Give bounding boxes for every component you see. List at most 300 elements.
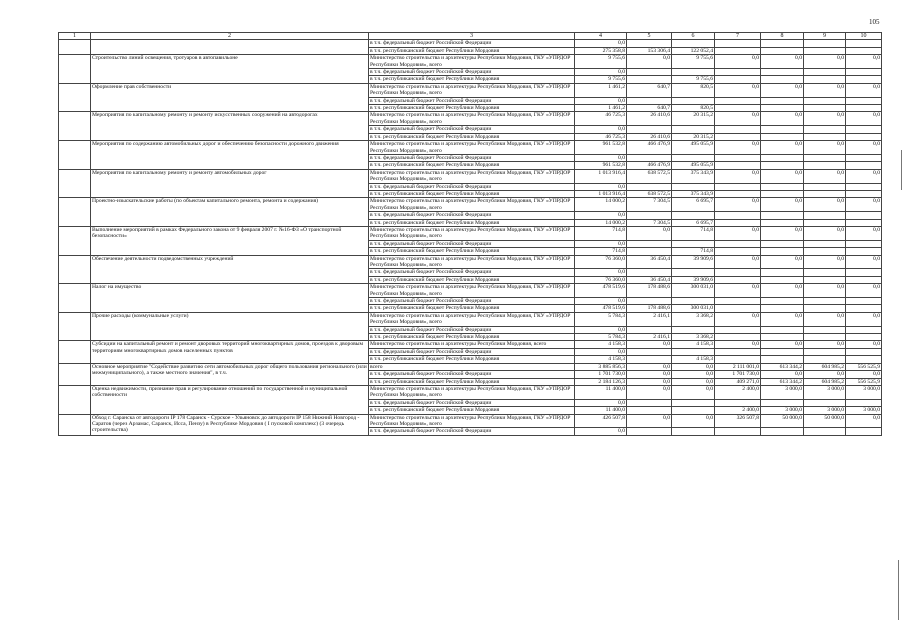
funding-source-cell: в т.ч. федеральный бюджет Российской Федерации (369, 126, 575, 133)
amount-cell (761, 356, 804, 363)
amount-cell (761, 76, 804, 83)
amount-cell: 0,0 (761, 284, 804, 298)
amount-cell (804, 298, 846, 305)
amount-cell (761, 154, 804, 161)
column-number: 5 (627, 33, 672, 40)
amount-cell (715, 40, 761, 47)
amount-cell (846, 126, 882, 133)
amount-cell (672, 348, 715, 355)
amount-cell: 0,0 (846, 112, 882, 126)
amount-cell: 39 909,6 (672, 276, 715, 283)
amount-cell: 495 055,9 (672, 141, 715, 155)
amount-cell (627, 183, 672, 190)
row-number-cell (59, 169, 91, 198)
amount-cell: 0,0 (804, 198, 846, 212)
amount-cell: 7 304,5 (627, 198, 672, 212)
amount-cell: 20 315,2 (672, 133, 715, 140)
amount-cell (846, 162, 882, 169)
activity-name-cell (91, 40, 369, 55)
amount-cell (846, 298, 882, 305)
amount-cell (804, 76, 846, 83)
amount-cell: 11 400,0 (575, 385, 627, 399)
amount-cell (804, 190, 846, 197)
amount-cell (846, 183, 882, 190)
amount-cell (804, 40, 846, 47)
amount-cell: 76 360,0 (575, 276, 627, 283)
amount-cell (715, 399, 761, 406)
funding-source-cell: в т.ч. федеральный бюджет Российской Федерации (369, 348, 575, 355)
amount-cell: 0,0 (715, 83, 761, 97)
amount-cell: 640,7 (627, 105, 672, 112)
amount-cell (761, 212, 804, 219)
amount-cell: 3 000,0 (804, 407, 846, 414)
amount-cell (715, 190, 761, 197)
amount-cell: 0,0 (804, 226, 846, 240)
amount-cell (761, 105, 804, 112)
funding-source-cell: Министерство строительства и архитектуры Республики Мордовия, ГКУ «УПРДОР Республики Мордовия», всего (369, 198, 575, 212)
activity-name-cell: Оформление прав собственности (91, 83, 369, 112)
amount-cell (804, 276, 846, 283)
amount-cell (804, 97, 846, 104)
amount-cell: 0,0 (672, 414, 715, 428)
column-number: 1 (59, 33, 91, 40)
funding-source-cell: в т.ч. федеральный бюджет Российской Федерации (369, 326, 575, 333)
amount-cell: 0,0 (715, 55, 761, 69)
funding-source-cell: в т.ч. федеральный бюджет Российской Федерации (369, 69, 575, 76)
column-number: 2 (91, 33, 369, 40)
funding-source-cell: в т.ч. республиканский бюджет Республики Мордовия (369, 219, 575, 226)
amount-cell (672, 212, 715, 219)
amount-cell (627, 298, 672, 305)
amount-cell (846, 97, 882, 104)
table-row (59, 414, 882, 428)
amount-cell: 0,0 (804, 371, 846, 378)
amount-cell: 1 013 916,4 (575, 190, 627, 197)
amount-cell (672, 97, 715, 104)
table-row (59, 83, 882, 97)
amount-cell (627, 212, 672, 219)
amount-cell: 9 755,6 (575, 76, 627, 83)
amount-cell: 4 158,3 (575, 341, 627, 348)
amount-cell: 4 158,3 (575, 356, 627, 363)
amount-cell: 0,0 (846, 141, 882, 155)
amount-cell: 0,0 (715, 169, 761, 183)
funding-source-cell: Министерство строительства и архитектуры Республики Мордовия, ГКУ «УПРДОР Республики Мордовия», всего (369, 226, 575, 240)
amount-cell (715, 305, 761, 312)
amount-cell (715, 69, 761, 76)
funding-source-cell: в т.ч. республиканский бюджет Республики Мордовия (369, 407, 575, 414)
amount-cell: 820,5 (672, 105, 715, 112)
amount-cell: 5 784,3 (575, 334, 627, 341)
row-number-cell (59, 141, 91, 170)
funding-source-cell: Министерство строительства и архитектуры Республики Мордовия, ГКУ «УПРДОР Республики Мордовия», всего (369, 169, 575, 183)
amount-cell: 2 184 126,3 (575, 378, 627, 385)
amount-cell: 14 000,2 (575, 198, 627, 212)
funding-source-cell: в т.ч. республиканский бюджет Республики Мордовия (369, 133, 575, 140)
amount-cell (804, 126, 846, 133)
row-number-cell (59, 83, 91, 112)
amount-cell (846, 219, 882, 226)
table-row (59, 363, 882, 370)
amount-cell (804, 305, 846, 312)
amount-cell: 0,0 (672, 363, 715, 370)
amount-cell: 9 755,6 (672, 76, 715, 83)
funding-source-cell: в т.ч. федеральный бюджет Российской Федерации (369, 399, 575, 406)
activity-name-cell: Прочие расходы (коммунальные услуги) (91, 312, 369, 341)
amount-cell: 0,0 (715, 312, 761, 326)
amount-cell: 0,0 (627, 371, 672, 378)
amount-cell: 604 985,2 (804, 363, 846, 370)
amount-cell: 426 507,8 (575, 414, 627, 428)
amount-cell (672, 407, 715, 414)
amount-cell: 0,0 (627, 378, 672, 385)
amount-cell: 9 755,6 (575, 55, 627, 69)
amount-cell (761, 399, 804, 406)
amount-cell: 0,0 (846, 55, 882, 69)
amount-cell: 3 000,0 (804, 385, 846, 399)
amount-cell: 178 488,6 (627, 284, 672, 298)
amount-cell: 375 343,9 (672, 190, 715, 197)
row-number-cell (59, 414, 91, 435)
amount-cell: 3 000,0 (846, 407, 882, 414)
amount-cell: 478 519,6 (575, 284, 627, 298)
amount-cell: 961 532,8 (575, 162, 627, 169)
amount-cell (761, 69, 804, 76)
table-row (59, 40, 882, 47)
amount-cell (715, 248, 761, 255)
funding-source-cell: в т.ч. республиканский бюджет Республики Мордовия (369, 276, 575, 283)
amount-cell: 0,0 (846, 198, 882, 212)
activity-name-cell: Субсидии на капитальный ремонт и ремонт дворовых территорий многоквартирных домов, проездов к дворовым территориям многоквартирных домов населенных пунктов (91, 341, 369, 363)
amount-cell (846, 269, 882, 276)
amount-cell: 0,0 (846, 226, 882, 240)
amount-cell (627, 399, 672, 406)
amount-cell: 0,0 (672, 378, 715, 385)
amount-cell (761, 162, 804, 169)
amount-cell (715, 269, 761, 276)
funding-source-cell: в т.ч. республиканский бюджет Республики Мордовия (369, 190, 575, 197)
amount-cell: 275 358,8 (575, 47, 627, 54)
funding-source-cell: Министерство строительства и архитектуры Республики Мордовия, ГКУ «УПРДОР Республики Мордовия», всего (369, 112, 575, 126)
amount-cell: 466 476,9 (627, 141, 672, 155)
amount-cell: 0,0 (672, 371, 715, 378)
amount-cell (627, 97, 672, 104)
amount-cell: 0,0 (846, 83, 882, 97)
table-row (59, 312, 882, 326)
amount-cell (804, 326, 846, 333)
amount-cell (715, 240, 761, 247)
amount-cell (672, 428, 715, 435)
amount-cell: 6 695,7 (672, 198, 715, 212)
amount-cell: 0,0 (627, 363, 672, 370)
funding-source-cell: в т.ч. республиканский бюджет Республики Мордовия (369, 305, 575, 312)
row-number-cell (59, 341, 91, 363)
funding-source-cell: Министерство строительства и архитектуры Республики Мордовия, ГКУ «УПРДОР Республики Мордовия», всего (369, 255, 575, 269)
scan-edge-noise (891, 0, 905, 640)
amount-cell (715, 219, 761, 226)
table-row (59, 284, 882, 298)
activity-name-cell: Проектно-изыскательские работы (по объектам капитального ремонта, ремонта и содержания) (91, 198, 369, 227)
amount-cell: 2 400,0 (715, 407, 761, 414)
amount-cell (846, 305, 882, 312)
column-number: 7 (715, 33, 761, 40)
amount-cell: 0,0 (575, 126, 627, 133)
amount-cell (804, 428, 846, 435)
table-row (59, 341, 882, 348)
amount-cell: 714,8 (672, 226, 715, 240)
amount-cell: 0,0 (575, 348, 627, 355)
amount-cell (804, 219, 846, 226)
amount-cell: 0,0 (761, 112, 804, 126)
activity-name-cell: Основное мероприятие "Содействие развитию сети автомобильных дорог общего пользования регионального (или межмуниципального), а также местного значения", в т.ч. (91, 363, 369, 385)
amount-cell: 0,0 (761, 255, 804, 269)
amount-cell: 46 725,3 (575, 112, 627, 126)
amount-cell (715, 276, 761, 283)
funding-source-cell: в т.ч. республиканский бюджет Республики Мордовия (369, 105, 575, 112)
amount-cell: 466 476,9 (627, 162, 672, 169)
row-number-cell (59, 255, 91, 284)
amount-cell: 714,8 (575, 248, 627, 255)
amount-cell (761, 219, 804, 226)
table-row (59, 55, 882, 69)
activity-name-cell: Оценка недвижимости, признание прав и регулирование отношений по государственной и муниципальной собственности (91, 385, 369, 414)
amount-cell: 0,0 (846, 312, 882, 326)
amount-cell: 0,0 (761, 371, 804, 378)
funding-source-cell: в т.ч. федеральный бюджет Российской Федерации (369, 240, 575, 247)
amount-cell (761, 47, 804, 54)
amount-cell: 0,0 (761, 141, 804, 155)
amount-cell (761, 248, 804, 255)
amount-cell: 0,0 (804, 112, 846, 126)
amount-cell: 3 000,0 (761, 407, 804, 414)
amount-cell (761, 126, 804, 133)
amount-cell: 46 725,3 (575, 133, 627, 140)
amount-cell (846, 212, 882, 219)
amount-cell (627, 69, 672, 76)
row-number-cell (59, 312, 91, 341)
amount-cell (804, 105, 846, 112)
row-number-cell (59, 112, 91, 141)
amount-cell: 2 416,1 (627, 312, 672, 326)
amount-cell: 0,0 (575, 212, 627, 219)
amount-cell: 0,0 (715, 112, 761, 126)
amount-cell (761, 348, 804, 355)
column-number: 4 (575, 33, 627, 40)
funding-source-cell: в т.ч. республиканский бюджет Республики Мордовия (369, 162, 575, 169)
amount-cell (804, 356, 846, 363)
amount-cell (672, 326, 715, 333)
amount-cell: 0,0 (846, 169, 882, 183)
amount-cell: 714,8 (672, 248, 715, 255)
amount-cell (846, 428, 882, 435)
funding-source-cell: в т.ч. республиканский бюджет Республики Мордовия (369, 76, 575, 83)
amount-cell: 0,0 (804, 341, 846, 348)
amount-cell: 36 450,4 (627, 255, 672, 269)
amount-cell (672, 40, 715, 47)
amount-cell: 26 410,6 (627, 112, 672, 126)
amount-cell: 3 368,2 (672, 312, 715, 326)
amount-cell: 326 507,8 (715, 414, 761, 428)
amount-cell (715, 183, 761, 190)
activity-name-cell: Выполнение мероприятий в рамках Федерального закона от 9 февраля 2007 г. №16-ФЗ «О транспортной безопасности» (91, 226, 369, 255)
amount-cell: 1 701 730,0 (575, 371, 627, 378)
amount-cell (627, 40, 672, 47)
amount-cell (627, 126, 672, 133)
amount-cell (627, 76, 672, 83)
row-number-cell (59, 55, 91, 84)
amount-cell: 153 306,4 (627, 47, 672, 54)
amount-cell (672, 183, 715, 190)
amount-cell (715, 76, 761, 83)
amount-cell (715, 212, 761, 219)
amount-cell (804, 69, 846, 76)
funding-source-cell: в т.ч. федеральный бюджет Российской Федерации (369, 298, 575, 305)
amount-cell (715, 348, 761, 355)
table-row (59, 141, 882, 155)
table-row (59, 226, 882, 240)
amount-cell: 2 416,1 (627, 334, 672, 341)
amount-cell (715, 133, 761, 140)
table-row (59, 385, 882, 399)
amount-cell: 0,0 (575, 399, 627, 406)
row-number-cell (59, 198, 91, 227)
amount-cell: 820,5 (672, 83, 715, 97)
table-row (59, 198, 882, 212)
amount-cell (804, 399, 846, 406)
table-row (59, 169, 882, 183)
amount-cell: 0,0 (715, 141, 761, 155)
amount-cell (627, 269, 672, 276)
funding-source-cell: в т.ч. федеральный бюджет Российской Федерации (369, 97, 575, 104)
amount-cell: 14 000,2 (575, 219, 627, 226)
funding-source-cell: в т.ч. федеральный бюджет Российской Федерации (369, 371, 575, 378)
amount-cell: 0,0 (627, 385, 672, 399)
amount-cell: 0,0 (627, 226, 672, 240)
budget-table-body (59, 33, 882, 436)
amount-cell: 3 885 856,3 (575, 363, 627, 370)
amount-cell: 0,0 (627, 341, 672, 348)
amount-cell: 0,0 (761, 55, 804, 69)
amount-cell (761, 326, 804, 333)
column-number: 3 (369, 33, 575, 40)
funding-source-cell: в т.ч. федеральный бюджет Российской Федерации (369, 40, 575, 47)
amount-cell: 20 315,2 (672, 112, 715, 126)
amount-cell (761, 40, 804, 47)
amount-cell (672, 69, 715, 76)
amount-cell: 613 344,2 (761, 363, 804, 370)
amount-cell: 0,0 (846, 371, 882, 378)
amount-cell: 0,0 (575, 183, 627, 190)
amount-cell (761, 305, 804, 312)
amount-cell: 0,0 (627, 55, 672, 69)
amount-cell: 39 909,6 (672, 255, 715, 269)
amount-cell: 3 000,0 (846, 385, 882, 399)
amount-cell (715, 97, 761, 104)
amount-cell: 0,0 (715, 255, 761, 269)
amount-cell (627, 240, 672, 247)
amount-cell (627, 407, 672, 414)
amount-cell (846, 356, 882, 363)
amount-cell: 6 695,7 (672, 219, 715, 226)
amount-cell: 178 488,6 (627, 305, 672, 312)
amount-cell: 613 344,2 (761, 378, 804, 385)
funding-source-cell: Министерство строительства и архитектуры Республики Мордовия, ГКУ «УПРДОР Республики Мордовия», всего (369, 55, 575, 69)
amount-cell: 409 271,0 (715, 378, 761, 385)
amount-cell (627, 348, 672, 355)
funding-source-cell: в т.ч. федеральный бюджет Российской Федерации (369, 183, 575, 190)
amount-cell (804, 348, 846, 355)
activity-name-cell: Строительство линий освещения, тротуаров в автопавильоне (91, 55, 369, 84)
column-number: 9 (804, 33, 846, 40)
amount-cell (804, 212, 846, 219)
amount-cell: 0,0 (846, 414, 882, 428)
amount-cell: 1 013 916,4 (575, 169, 627, 183)
amount-cell: 495 055,9 (672, 162, 715, 169)
amount-cell: 3 000,0 (761, 385, 804, 399)
page-number: 105 (869, 18, 880, 26)
amount-cell (761, 133, 804, 140)
amount-cell: 0,0 (575, 298, 627, 305)
amount-cell: 0,0 (575, 154, 627, 161)
amount-cell: 2 400,0 (715, 385, 761, 399)
amount-cell: 0,0 (804, 55, 846, 69)
amount-cell: 0,0 (846, 284, 882, 298)
amount-cell: 556 525,9 (846, 378, 882, 385)
amount-cell: 0,0 (804, 312, 846, 326)
amount-cell (672, 298, 715, 305)
amount-cell: 638 572,5 (627, 169, 672, 183)
table-row (59, 112, 882, 126)
row-number-cell (59, 226, 91, 255)
funding-source-cell: всего (369, 363, 575, 370)
amount-cell: 2 111 001,0 (715, 363, 761, 370)
amount-cell: 0,0 (575, 326, 627, 333)
amount-cell: 0,0 (804, 255, 846, 269)
amount-cell: 122 052,4 (672, 47, 715, 54)
amount-cell: 4 158,3 (672, 341, 715, 348)
amount-cell (846, 133, 882, 140)
activity-name-cell: Мероприятия по содержанию автомобильных дорог и обеспечению безопасности дорожного движения (91, 141, 369, 170)
amount-cell: 0,0 (575, 69, 627, 76)
amount-cell: 50 000,0 (804, 414, 846, 428)
amount-cell (846, 76, 882, 83)
amount-cell: 5 784,3 (575, 312, 627, 326)
funding-source-cell: Министерство строительства и архитектуры Республики Мордовия, ГКУ «УПРДОР Республики Мордовия», всего (369, 83, 575, 97)
amount-cell (804, 248, 846, 255)
row-number-cell (59, 363, 91, 385)
amount-cell: 0,0 (575, 428, 627, 435)
amount-cell (627, 428, 672, 435)
funding-source-cell: в т.ч. федеральный бюджет Российской Федерации (369, 154, 575, 161)
amount-cell (804, 183, 846, 190)
amount-cell (804, 133, 846, 140)
amount-cell: 0,0 (804, 169, 846, 183)
amount-cell: 26 410,6 (627, 133, 672, 140)
amount-cell: 961 532,8 (575, 141, 627, 155)
amount-cell: 0,0 (575, 240, 627, 247)
activity-name-cell: Обход г. Саранска от автодороги IP 178 Саранск - Сурское - Ульяновск до автодороги IP 158 Нижний Новгород - Саратов (через Арзамас, Саранск, Исса, Пензу) в Республике Мордовия ( I пусковой комплекс) (3 очередь строительства) (91, 414, 369, 435)
amount-cell: 0,0 (575, 40, 627, 47)
amount-cell: 76 360,0 (575, 255, 627, 269)
amount-cell: 1 701 730,0 (715, 371, 761, 378)
amount-cell: 0,0 (715, 198, 761, 212)
funding-source-cell: в т.ч. республиканский бюджет Республики Мордовия (369, 334, 575, 341)
amount-cell: 0,0 (761, 312, 804, 326)
funding-source-cell: Министерство строительства и архитектуры Республики Мордовия, ГКУ «УПРДОР Республики Мордовия», всего (369, 141, 575, 155)
amount-cell (715, 428, 761, 435)
amount-cell: 640,7 (627, 83, 672, 97)
funding-source-cell: в т.ч. федеральный бюджет Российской Федерации (369, 212, 575, 219)
